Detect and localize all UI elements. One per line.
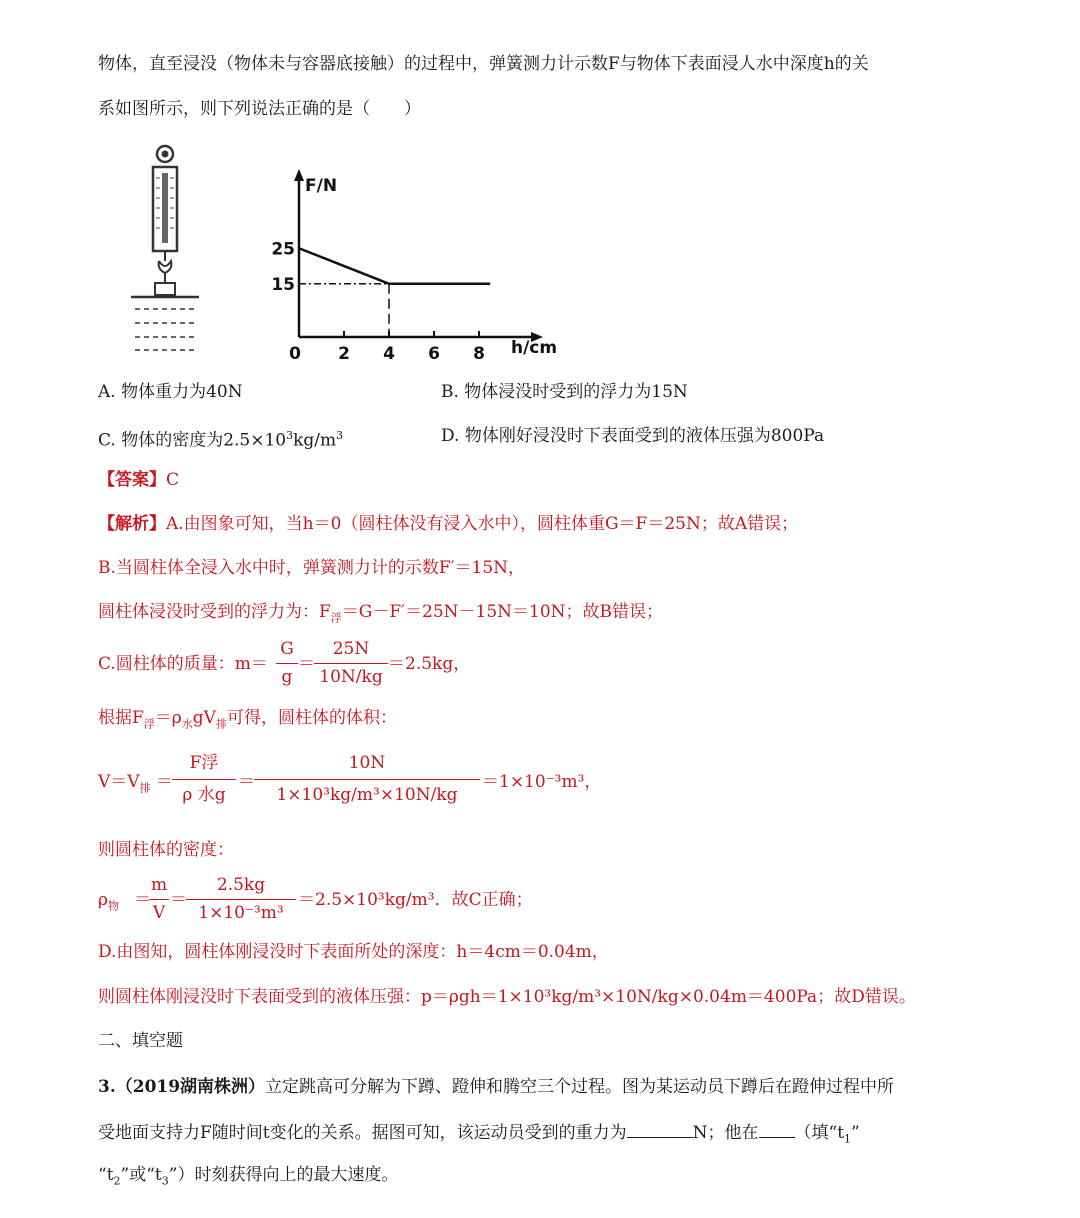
- y-tick-label: 25: [271, 239, 295, 260]
- question-line-1: 物体，直至浸没（物体未与容器底接触）的过程中，弹簧测力计示数F与物体下表面浸人水中深度h的关: [98, 54, 869, 74]
- q3-sub-1: 1: [844, 1132, 852, 1146]
- volume-frac2-num: 10N: [348, 753, 386, 773]
- analysis-a-text: A.由图象可知，当h＝0（圆柱体没有浸入水中），圆柱体重G＝F＝25N；故A错误；: [166, 514, 799, 534]
- density-prefix: [98, 888, 119, 918]
- option-a: A. 物体重力为40N: [98, 382, 243, 402]
- rho-eq1: ＝: [134, 890, 151, 910]
- rho-result: ＝2.5×10³kg/m³．故C正确；: [298, 890, 533, 910]
- rho-frac2-bar: [186, 899, 296, 900]
- analysis-b2-pre: 圆柱体浸没时受到的浮力为：F: [98, 602, 331, 622]
- option-c-text: C. 物体的密度为2.5×10: [98, 430, 287, 451]
- section-heading: 二、填空题: [98, 1031, 183, 1051]
- analysis-b2-sub: 浮: [330, 611, 342, 625]
- mass-result: ＝2.5kg，: [388, 654, 471, 674]
- rho-pre: ρ: [98, 890, 108, 910]
- analysis-label: 【解析】: [98, 514, 166, 534]
- volume-sub: 排: [139, 781, 151, 795]
- mass-frac2-bar: [314, 663, 388, 664]
- volume-frac2-den: 1×10³kg/m³×10N/kg: [276, 785, 458, 805]
- rho-frac1-num: m: [150, 875, 168, 895]
- gen-sub1: 浮: [143, 717, 155, 731]
- volume-frac1-bar: [172, 779, 236, 780]
- option-c-unit: kg/m: [293, 430, 337, 451]
- gen-sub3: 排: [215, 717, 227, 731]
- q3-line-2: [98, 1119, 860, 1151]
- volume-eq1: ＝: [156, 772, 173, 792]
- q3-line2-pre: 受地面支持力F随时间t变化的关系。据图可知，该运动员受到的重力为: [98, 1123, 627, 1143]
- rho-frac2-den: 1×10⁻³m³: [198, 903, 284, 923]
- x-tick-label: 4: [383, 344, 395, 360]
- gen-mid2: gV: [192, 708, 216, 728]
- q3-line2-end: ”: [851, 1123, 860, 1143]
- volume-pre: V＝V: [98, 772, 140, 792]
- y-axis-label: F/N: [305, 176, 338, 196]
- volume-result: ＝1×10⁻³m³，: [482, 772, 602, 792]
- y-tick-label: 15: [271, 274, 295, 295]
- analysis-b2: [98, 600, 663, 630]
- force-depth-chart: [265, 165, 575, 360]
- q3-line3-c: ”）时刻获得向上的最大速度。: [168, 1165, 399, 1185]
- gen-sub2: 水: [181, 717, 193, 731]
- volume-prefix: [98, 770, 151, 800]
- rho-frac2-num: 2.5kg: [216, 875, 266, 895]
- answer-label: 【答案】: [98, 470, 166, 490]
- gen-pre: 根据F: [98, 708, 144, 728]
- option-b: B. 物体浸没时受到的浮力为15N: [441, 382, 688, 402]
- x-axis-label: h/cm: [511, 338, 558, 358]
- q3-line2-post: （填“t: [794, 1123, 845, 1143]
- immersed-block: [155, 283, 175, 295]
- density-label: 则圆柱体的密度：: [98, 840, 234, 860]
- analysis-d1: D.由图知，圆柱体刚浸没时下表面所处的深度：h＝4cm＝0.04m，: [98, 942, 609, 962]
- option-c-exp2: 3: [336, 429, 344, 442]
- x-tick-label: 8: [473, 344, 485, 360]
- answer: [98, 468, 179, 492]
- q3-line3-b: ”或“t: [120, 1165, 162, 1185]
- analysis-gen: [98, 706, 397, 736]
- analysis-b1: B.当圆柱体全浸入水中时，弹簧测力计的示数F′＝15N，: [98, 558, 526, 578]
- x-tick-label: 0: [289, 344, 301, 360]
- volume-frac2-bar: [254, 779, 480, 780]
- option-d: D. 物体刚好浸没时下表面受到的液体压强为800Pa: [441, 426, 825, 446]
- x-tick-label: 6: [428, 344, 440, 360]
- mass-eq: ＝: [298, 654, 315, 674]
- q3-line2-mid: N；他在: [692, 1123, 759, 1143]
- mass-frac1-num: G: [280, 639, 294, 659]
- analysis-a: [98, 512, 798, 536]
- mass-frac1-bar: [276, 663, 298, 664]
- q3-line-3: [98, 1163, 398, 1193]
- q3-line1-text: 立定跳高可分解为下蹲、蹬伸和腾空三个过程。图为某运动员下蹲后在蹬伸过程中所: [265, 1077, 895, 1097]
- analysis-b2-post: ＝G－F′＝25N－15N＝10N；故B错误；: [341, 602, 664, 622]
- time-answer-blank[interactable]: [759, 1119, 795, 1138]
- option-c-exp: 3: [286, 429, 294, 442]
- analysis-d2: 则圆柱体刚浸没时下表面受到的液体压强：p＝ρgh＝1×10³kg/m³×10N/kg×0.04m＝400Pa；故D错误。: [98, 987, 916, 1007]
- mass-prefix: C.圆柱体的质量：m＝: [98, 654, 268, 674]
- volume-frac1-den: ρ 水g: [182, 785, 226, 805]
- gen-post: 可得，圆柱体的体积：: [226, 708, 397, 728]
- volume-frac1-num: F浮: [189, 753, 219, 773]
- q3-line3-a: “t: [98, 1165, 114, 1185]
- rho-eq2: ＝: [170, 890, 187, 910]
- spring-scale-illustration: [125, 143, 205, 358]
- q3-source: 3.（2019湖南株洲）: [98, 1077, 266, 1097]
- mass-frac2-den: 10N/kg: [319, 667, 383, 687]
- q3-line-1: [98, 1075, 894, 1099]
- volume-eq2: ＝: [238, 772, 255, 792]
- gen-mid: ＝ρ: [154, 708, 182, 728]
- mass-frac2-num: 25N: [332, 639, 370, 659]
- question-line-2: 系如图所示，则下列说法正确的是（ ）: [98, 99, 421, 119]
- x-tick-label: 2: [338, 344, 350, 360]
- series-line-F: [299, 248, 490, 284]
- rho-frac1-bar: [149, 899, 169, 900]
- answer-value: C: [166, 470, 180, 490]
- mass-frac1-den: g: [281, 667, 293, 687]
- rho-sub: 物: [108, 899, 119, 913]
- q3-sub-2: 2: [113, 1174, 121, 1188]
- gravity-answer-blank[interactable]: [627, 1119, 693, 1138]
- option-c: [98, 424, 343, 453]
- q3-sub-3: 3: [161, 1174, 169, 1188]
- rho-frac1-den: V: [152, 903, 166, 923]
